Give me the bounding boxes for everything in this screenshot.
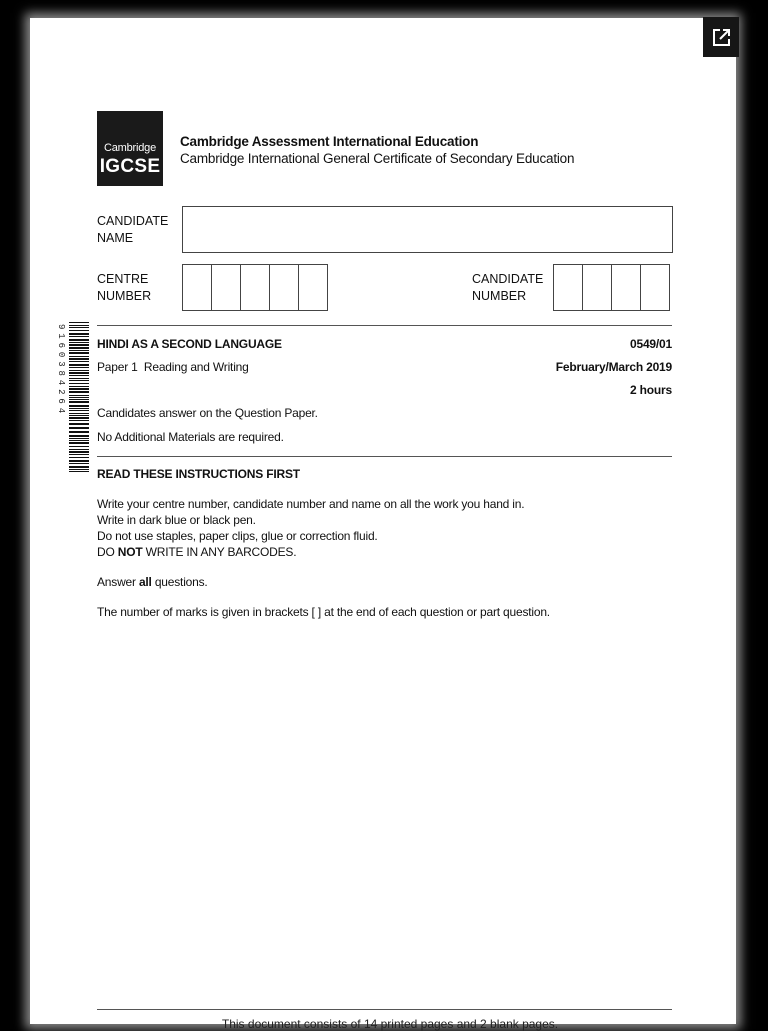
cambridge-igcse-logo xyxy=(97,111,163,186)
digit-box[interactable] xyxy=(554,265,583,310)
barcode-bar xyxy=(69,378,89,379)
barcode-bar xyxy=(69,415,89,416)
instruction-line xyxy=(97,574,550,590)
instructions-list xyxy=(97,496,550,620)
barcode-bar xyxy=(69,361,89,362)
barcode-bar xyxy=(69,446,89,447)
barcode-bar xyxy=(69,408,89,409)
instruction-text: Answer xyxy=(97,575,139,589)
barcode-bar xyxy=(69,347,89,349)
footer-divider xyxy=(97,1009,672,1010)
barcode-bar xyxy=(69,410,89,411)
barcode-bar xyxy=(69,342,89,343)
barcode-bar xyxy=(69,405,89,407)
instruction-line xyxy=(97,544,550,560)
digit-box[interactable] xyxy=(641,265,669,310)
centre-number-label-line1: CENTRE xyxy=(97,272,149,286)
barcode-bar xyxy=(69,413,89,414)
instruction-line: Write your centre number, candidate number and name on all the work you hand in. xyxy=(97,497,525,511)
barcode-bar xyxy=(69,427,89,429)
paper-code: 0549/01 xyxy=(630,337,672,351)
paper-component: Paper 1 Reading and Writing xyxy=(97,360,249,374)
candidate-name-label xyxy=(97,213,168,247)
barcode xyxy=(55,322,89,472)
barcode-bar xyxy=(69,375,89,376)
answer-note: Candidates answer on the Question Paper. xyxy=(97,406,318,420)
candidate-number-label-line2: NUMBER xyxy=(472,289,527,303)
barcode-bar xyxy=(69,391,89,393)
barcode-bar xyxy=(69,399,89,400)
logo-line2: IGCSE xyxy=(99,156,161,177)
digit-box[interactable] xyxy=(583,265,612,310)
barcode-bar xyxy=(69,395,89,396)
centre-number-boxes[interactable] xyxy=(182,264,328,311)
barcode-bar xyxy=(69,469,89,470)
exam-session: February/March 2019 xyxy=(555,360,672,374)
barcode-bar xyxy=(69,417,89,419)
barcode-bars xyxy=(69,322,89,472)
barcode-bar xyxy=(69,344,89,346)
candidate-number-label-line1: CANDIDATE xyxy=(472,272,544,286)
barcode-bar xyxy=(69,358,89,360)
digit-box[interactable] xyxy=(270,265,299,310)
organization-name: Cambridge Assessment International Education xyxy=(180,134,479,149)
open-external-button[interactable] xyxy=(703,17,739,57)
open-external-icon xyxy=(712,28,731,47)
footer-note: This document consists of 14 printed pages and 2 blank pages. xyxy=(221,1017,559,1031)
barcode-bar xyxy=(69,327,89,328)
instruction-text: WRITE IN ANY BARCODES. xyxy=(142,545,297,559)
centre-number-label-line2: NUMBER xyxy=(97,289,152,303)
instruction-line: Do not use staples, paper clips, glue or correction fluid. xyxy=(97,529,378,543)
digit-box[interactable] xyxy=(299,265,327,310)
barcode-bar xyxy=(69,442,89,444)
barcode-bar xyxy=(69,370,89,371)
barcode-bar xyxy=(69,460,89,462)
barcode-bar xyxy=(69,333,89,335)
exam-duration: 2 hours xyxy=(630,383,672,397)
candidate-name-label-line2: NAME xyxy=(97,231,134,245)
barcode-digits: 9160384264 xyxy=(56,324,66,418)
barcode-bar xyxy=(69,364,89,366)
barcode-bar xyxy=(69,438,89,439)
barcode-bar xyxy=(69,372,89,374)
barcode-bar xyxy=(69,367,89,368)
barcode-bar xyxy=(69,380,89,381)
logo-line1: Cambridge xyxy=(103,142,156,154)
barcode-bar xyxy=(69,454,89,455)
qualification-name: Cambridge International General Certificate of Secondary Education xyxy=(180,151,575,166)
barcode-bar xyxy=(69,471,89,472)
barcode-bar xyxy=(69,339,89,341)
subject-title: HINDI AS A SECOND LANGUAGE xyxy=(97,337,282,351)
instruction-emphasis: NOT xyxy=(117,545,143,559)
barcode-bar xyxy=(69,457,89,458)
barcode-bar xyxy=(69,325,89,326)
barcode-bar xyxy=(69,350,89,351)
barcode-bar xyxy=(69,440,89,441)
barcode-bar xyxy=(69,383,89,384)
barcode-bar xyxy=(69,397,89,398)
divider xyxy=(97,325,672,326)
barcode-bar xyxy=(69,330,89,331)
barcode-bar xyxy=(69,420,89,421)
barcode-bar xyxy=(69,401,89,403)
digit-box[interactable] xyxy=(241,265,270,310)
instruction-text: DO xyxy=(97,545,118,559)
instruction-line: Write in dark blue or black pen. xyxy=(97,513,256,527)
candidate-name-box[interactable] xyxy=(182,206,673,253)
candidate-number-label xyxy=(472,271,543,305)
barcode-bar xyxy=(69,435,89,437)
candidate-name-label-line1: CANDIDATE xyxy=(97,214,169,228)
barcode-bar xyxy=(69,451,89,453)
barcode-bar xyxy=(69,336,89,337)
barcode-bar xyxy=(69,356,89,357)
instructions-heading: READ THESE INSTRUCTIONS FIRST xyxy=(97,467,300,481)
barcode-bar xyxy=(69,431,89,433)
barcode-bar xyxy=(69,322,89,323)
centre-number-label xyxy=(97,271,151,305)
instruction-text: questions. xyxy=(151,575,208,589)
digit-box[interactable] xyxy=(183,265,212,310)
barcode-bar xyxy=(69,449,89,450)
materials-note: No Additional Materials are required. xyxy=(97,430,284,444)
barcode-bar xyxy=(69,463,89,464)
instruction-line: The number of marks is given in brackets [ ] at the end of each question or part question. xyxy=(97,605,550,619)
barcode-bar xyxy=(69,386,89,387)
barcode-bar xyxy=(69,423,89,425)
divider xyxy=(97,456,672,457)
digit-box[interactable] xyxy=(212,265,241,310)
candidate-number-boxes[interactable] xyxy=(553,264,670,311)
digit-box[interactable] xyxy=(612,265,641,310)
barcode-bar xyxy=(69,466,89,468)
barcode-bar xyxy=(69,388,89,390)
barcode-bar xyxy=(69,352,89,354)
instruction-emphasis: all xyxy=(138,575,152,589)
